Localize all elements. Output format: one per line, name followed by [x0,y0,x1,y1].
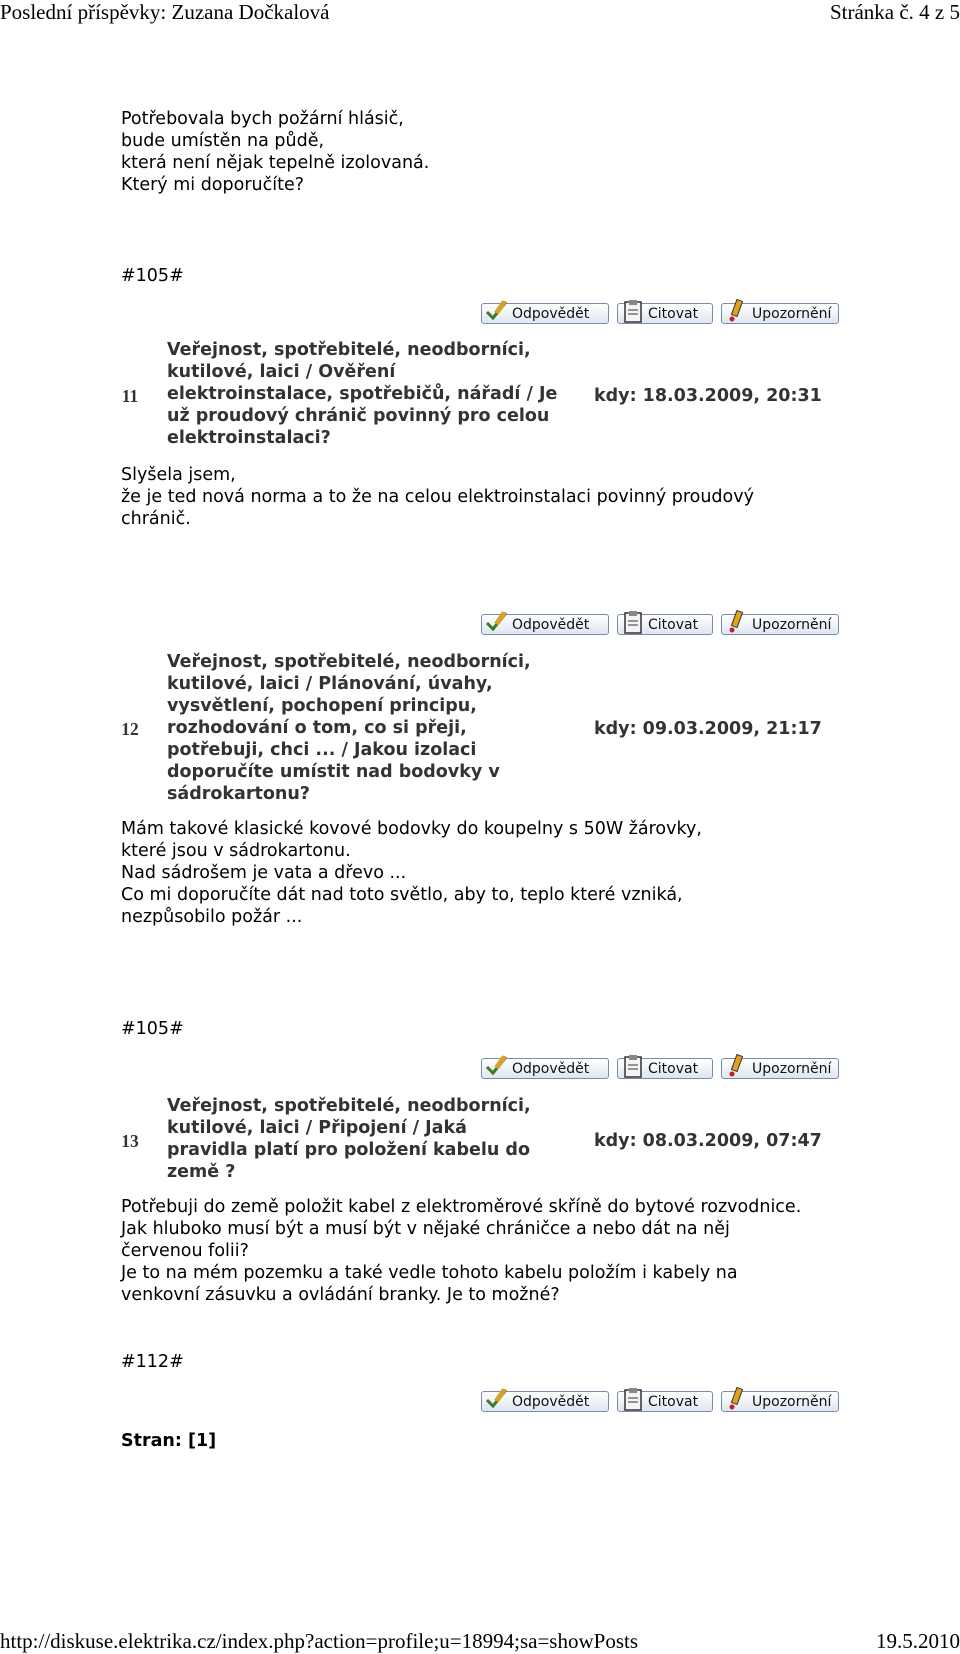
post-signature: #105# [121,1019,184,1039]
page-footer-date: 19.5.2010 [876,1629,960,1653]
post-body-line: Mám takové klasické kovové bodovky do koupelny s 50W žárovky, [121,819,702,839]
exclamation-pencil-icon [724,298,750,324]
notify-button-label: Upozornění [752,1061,832,1077]
post-signature: #112# [121,1352,184,1372]
pencil-check-icon [484,298,510,324]
reply-button-label: Odpovědět [512,306,590,322]
pencil-check-icon [484,1053,510,1079]
reply-button[interactable] [481,1391,609,1412]
reply-button-label: Odpovědět [512,1061,590,1077]
post-action-bar [481,1055,839,1083]
notify-button[interactable] [721,1058,839,1079]
quote-button-label: Citovat [648,1394,699,1410]
pagination[interactable]: Stran: [1] [121,1431,217,1451]
post-body-line: Je to na mém pozemku a také vedle tohoto kabelu položím i kabely na [121,1263,738,1283]
post-body-line: nezpůsobilo požár ... [121,907,303,927]
quote-button[interactable] [617,303,713,324]
reply-button[interactable] [481,1058,609,1079]
quote-button-label: Citovat [648,1061,699,1077]
reply-button[interactable] [481,303,609,324]
post-subject-line[interactable]: Veřejnost, spotřebitelé, neodborníci, [167,652,531,672]
clipboard-icon [620,1053,646,1079]
post-date: kdy: 18.03.2009, 20:31 [594,386,822,406]
post-subject-line[interactable]: elektroinstalace, spotřebičů, nářadí / Je [167,384,558,404]
post-number: 11 [121,386,139,406]
clipboard-icon [620,609,646,635]
post-signature: #105# [121,266,184,286]
post-body-line: Jak hluboko musí být a musí být v nějaké chráničce a nebo dát na něj [121,1219,730,1239]
post-body-line: že je ted nová norma a to že na celou elektroinstalaci povinný proudový [121,487,754,507]
post-body-line: Který mi doporučíte? [121,175,305,195]
post-subject-line[interactable]: sádrokartonu? [167,784,310,804]
post-body-line: Co mi doporučíte dát nad toto světlo, aby to, teplo které vzniká, [121,885,683,905]
notify-button-label: Upozornění [752,1394,832,1410]
post-subject-line[interactable]: pravidla platí pro položení kabelu do [167,1140,530,1160]
page-footer-url: http://diskuse.elektrika.cz/index.php?action=profile;u=18994;sa=showPosts [0,1629,639,1653]
reply-button-label: Odpovědět [512,1394,590,1410]
notify-button[interactable] [721,1391,839,1412]
clipboard-icon [620,1386,646,1412]
quote-button-label: Citovat [648,306,699,322]
page-header-title: Poslední příspěvky: Zuzana Dočkalová [0,0,330,24]
post-body-line: chránič. [121,509,191,529]
post-subject-line[interactable]: kutilové, laici / Připojení / Jaká [167,1118,467,1138]
exclamation-pencil-icon [724,609,750,635]
clipboard-icon [620,298,646,324]
post-body-line: venkovní zásuvku a ovládání branky. Je to možné? [121,1285,560,1305]
notify-button[interactable] [721,303,839,324]
post-subject-line[interactable]: země ? [167,1162,236,1182]
page-number: Stránka č. 4 z 5 [829,0,960,24]
post-number: 13 [121,1131,139,1151]
reply-button[interactable] [481,614,609,635]
post-subject-line[interactable]: potřebuji, chci ... / Jakou izolaci [167,740,477,760]
post-body-line: které jsou v sádrokartonu. [121,841,351,861]
post-body-line: Nad sádrošem je vata a dřevo ... [121,863,407,883]
post-subject-line[interactable]: Veřejnost, spotřebitelé, neodborníci, [167,340,531,360]
post-subject-line[interactable]: už proudový chránič povinný pro celou [167,406,550,426]
post-action-bar [481,1388,839,1416]
post-date: kdy: 09.03.2009, 21:17 [594,719,822,739]
notify-button-label: Upozornění [752,617,832,633]
post-subject-line[interactable]: elektroinstalaci? [167,428,331,448]
post-subject-line[interactable]: doporučíte umístit nad bodovky v [167,762,500,782]
reply-button-label: Odpovědět [512,617,590,633]
exclamation-pencil-icon [724,1053,750,1079]
post-body-line: Potřebovala bych požární hlásič, [121,109,404,129]
post-body-line: Slyšela jsem, [121,465,236,485]
post-action-bar [481,300,839,328]
post-subject-line[interactable]: Veřejnost, spotřebitelé, neodborníci, [167,1096,531,1116]
post-subject-line[interactable]: kutilové, laici / Ověření [167,362,396,382]
quote-button[interactable] [617,614,713,635]
post-number: 12 [121,719,139,739]
notify-button[interactable] [721,614,839,635]
pencil-check-icon [484,1386,510,1412]
quote-button[interactable] [617,1391,713,1412]
post-body-line: Potřebuji do země položit kabel z elektroměrové skříně do bytové rozvodnice. [121,1197,802,1217]
post-body-line: bude umístěn na půdě, [121,131,325,151]
quote-button-label: Citovat [648,617,699,633]
post-subject-line[interactable]: vysvětlení, pochopení principu, [167,696,477,716]
post-date: kdy: 08.03.2009, 07:47 [594,1131,822,1151]
post-action-bar [481,611,839,639]
exclamation-pencil-icon [724,1386,750,1412]
post-body-line: která není nějak tepelně izolovaná. [121,153,430,173]
quote-button[interactable] [617,1058,713,1079]
pencil-check-icon [484,609,510,635]
post-subject-line[interactable]: kutilové, laici / Plánování, úvahy, [167,674,493,694]
post-body-line: červenou folii? [121,1241,249,1261]
notify-button-label: Upozornění [752,306,832,322]
post-subject-line[interactable]: rozhodování o tom, co si přeji, [167,718,467,738]
